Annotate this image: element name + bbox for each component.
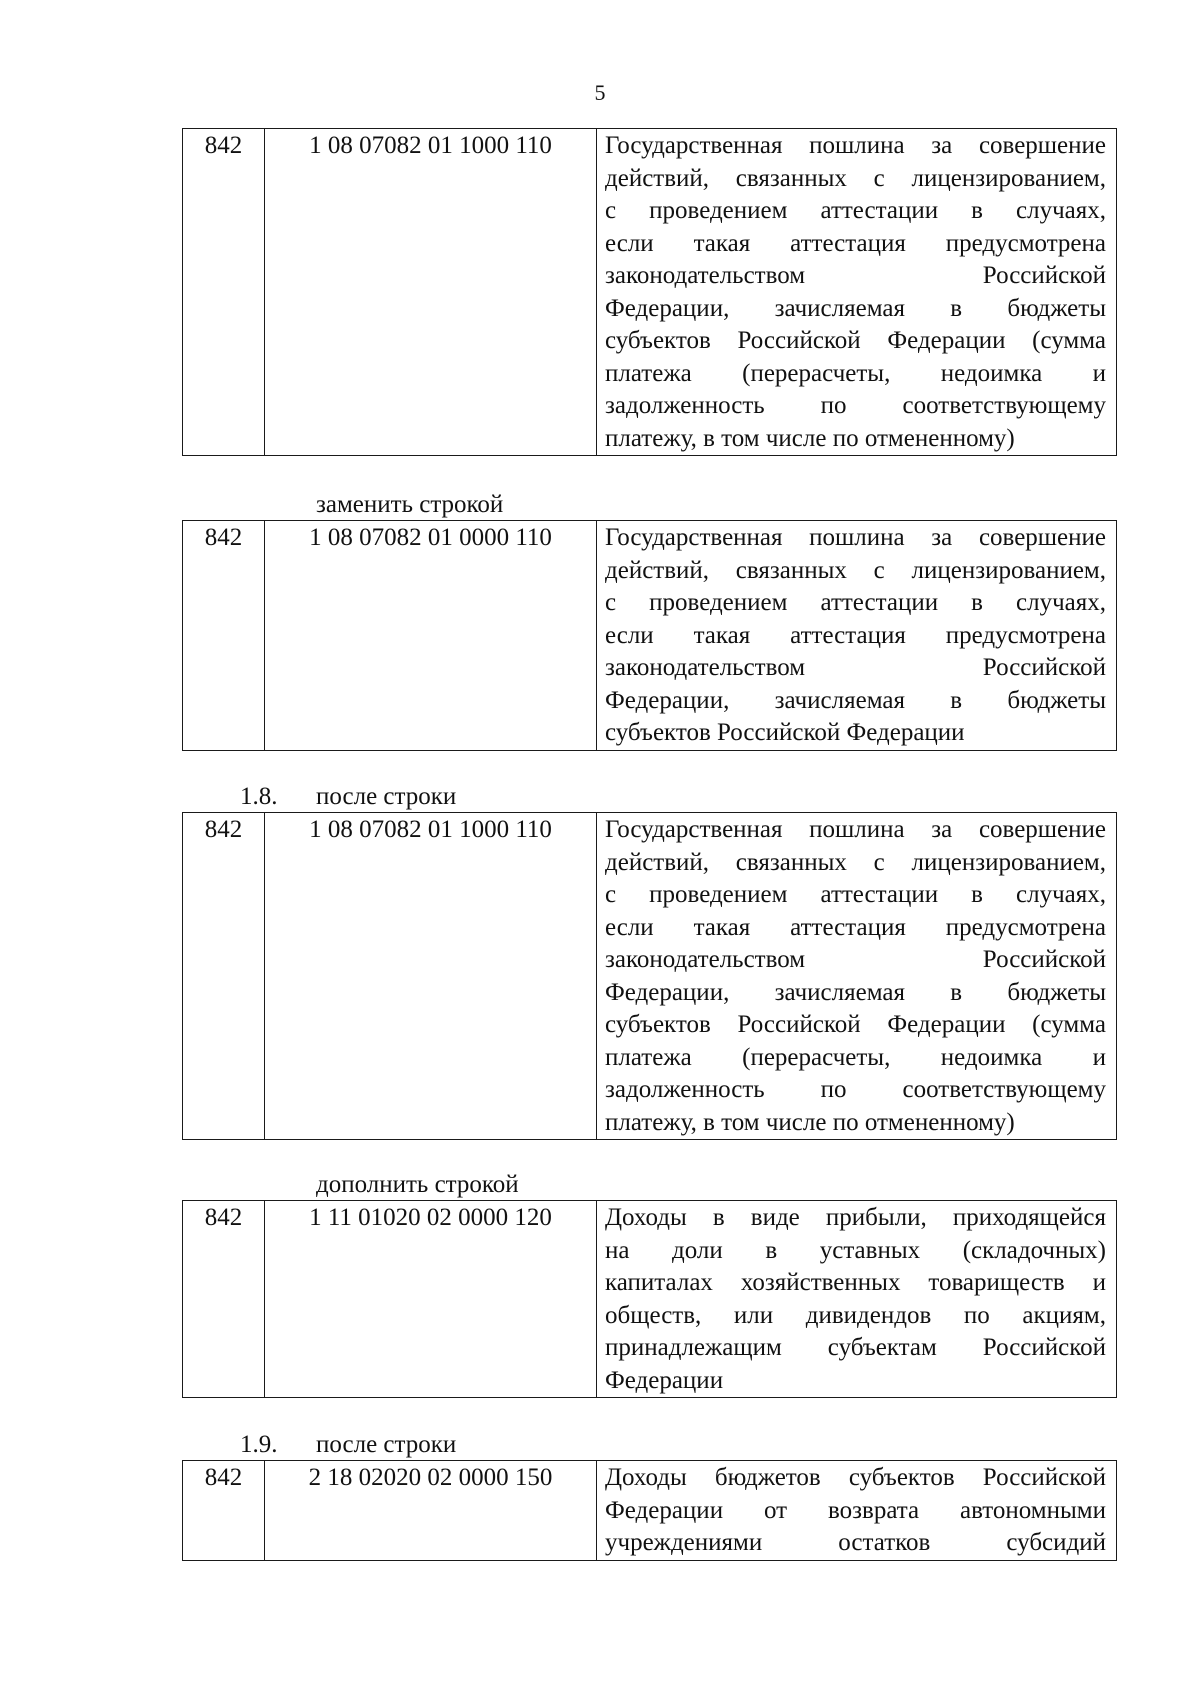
kbk-code-cell: 1 08 07082 01 0000 110 [265,521,597,751]
description-line: законодательством Российской [605,262,1106,289]
description-cell [597,1201,1117,1398]
description-line: платежу, в том числе по отмененному) [605,1108,1015,1136]
kbk-table [182,812,1117,1140]
admin-code-cell: 842 [183,521,265,751]
admin-code-cell: 842 [183,1201,265,1398]
description-cell [597,129,1117,456]
description-line: с проведением аттестации в случаях, [605,881,1106,908]
kbk-code-cell: 1 11 01020 02 0000 120 [265,1201,597,1398]
kbk-code-cell: 1 08 07082 01 1000 110 [265,129,597,456]
kbk-table [182,1460,1117,1561]
document-block [182,1430,1117,1561]
caption-text: после строки [316,1431,457,1458]
description-line: действий, связанных с лицензированием, [605,164,1106,192]
admin-code-cell: 842 [183,813,265,1140]
description-line: законодательством Российской [605,946,1106,973]
table-row [183,1201,1117,1398]
description-line: на доли в уставных (складочных) [605,1236,1106,1264]
block-caption [182,782,1117,812]
description-line: Федерации, зачисляемая в бюджеты [605,294,1106,322]
description-line: учреждениями остатков субсидий [605,1529,1106,1556]
description-line: субъектов Российской Федерации [605,719,965,746]
kbk-table [182,520,1117,751]
description-line: Доходы в виде прибыли, приходящейся [605,1204,1106,1231]
description-line: Государственная пошлина за совершение [605,132,1106,159]
caption-text: заменить строкой [316,491,504,518]
kbk-code-cell: 2 18 02020 02 0000 150 [265,1461,597,1561]
description-line: принадлежащим субъектам Российской [605,1334,1106,1361]
table-row [183,813,1117,1140]
caption-text: после строки [316,783,457,810]
admin-code-cell: 842 [183,1461,265,1561]
description-line: платежа (перерасчеты, недоимка и [605,359,1106,387]
description-cell [597,1461,1117,1561]
description-line: Федерации [605,1366,724,1394]
block-caption [182,1170,1117,1200]
description-line: платежу, в том числе по отмененному) [605,424,1015,452]
description-line: Федерации от возврата автономными [605,1496,1106,1524]
document-block [182,782,1117,1140]
description-line: если такая аттестация предусмотрена [605,913,1106,941]
description-cell [597,521,1117,751]
description-line: Доходы бюджетов субъектов Российской [605,1464,1106,1491]
table-row [183,129,1117,456]
caption-number: 1.9. [240,1431,278,1458]
caption-text: дополнить строкой [316,1171,519,1198]
description-line: с проведением аттестации в случаях, [605,589,1106,616]
description-line: законодательством Российской [605,654,1106,681]
caption-number: 1.8. [240,783,278,810]
document-block [182,128,1117,456]
document-block [182,490,1117,751]
description-line: субъектов Российской Федерации (сумма [605,1011,1106,1038]
description-line: капиталах хозяйственных товариществ и [605,1269,1106,1296]
description-line: действий, связанных с лицензированием, [605,556,1106,584]
document-block [182,1170,1117,1398]
description-line: действий, связанных с лицензированием, [605,848,1106,876]
kbk-code-cell: 1 08 07082 01 1000 110 [265,813,597,1140]
description-line: с проведением аттестации в случаях, [605,197,1106,224]
description-line: если такая аттестация предусмотрена [605,621,1106,649]
kbk-table [182,128,1117,456]
description-line: субъектов Российской Федерации (сумма [605,327,1106,354]
block-caption [182,490,1117,520]
description-line: Государственная пошлина за совершение [605,816,1106,843]
description-line: задолженность по соответствующему [605,392,1106,419]
description-line: Государственная пошлина за совершение [605,524,1106,551]
description-line: если такая аттестация предусмотрена [605,229,1106,257]
table-row [183,521,1117,751]
description-line: Федерации, зачисляемая в бюджеты [605,978,1106,1006]
description-cell [597,813,1117,1140]
admin-code-cell: 842 [183,129,265,456]
page-number: 5 [594,80,606,105]
kbk-table [182,1200,1117,1398]
table-row [183,1461,1117,1561]
description-line: обществ, или дивидендов по акциям, [605,1301,1106,1329]
description-line: платежа (перерасчеты, недоимка и [605,1043,1106,1071]
description-line: Федерации, зачисляемая в бюджеты [605,686,1106,714]
description-line: задолженность по соответствующему [605,1076,1106,1103]
block-caption [182,1430,1117,1460]
